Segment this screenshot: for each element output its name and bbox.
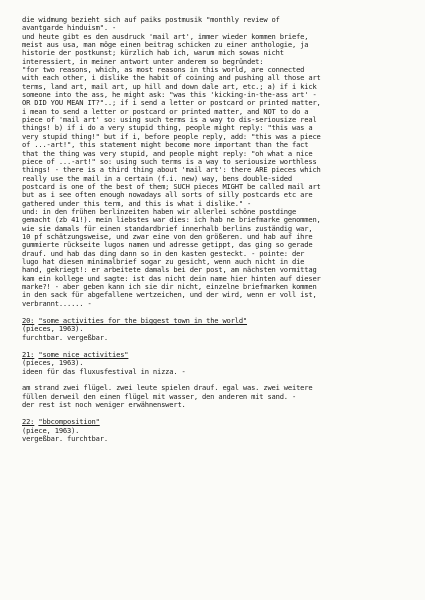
body-line: with each other, i dislike the habit of coining and pushing all those art (22, 73, 321, 83)
section-heading (22, 418, 407, 426)
body-line: piece of ...-art!" so: using such terms is a way to seriousize worthless (22, 156, 317, 166)
body-line: terms, land art, mail art, up hill and down dale art, etc.; a) if i kick (22, 81, 317, 91)
body-line: und heute gibt es den ausdruck 'mail art', immer wieder kommen briefe, (22, 31, 309, 41)
body-line: die widmung bezieht sich auf paiks postmusik "monthly review of (22, 15, 280, 24)
section-title: "some activities for the biggest town in the world" (38, 316, 248, 326)
section-title: "bbcomposition" (38, 417, 100, 427)
section-title: "some nice activities" (38, 350, 129, 360)
section-number: 22: (22, 417, 35, 427)
body-line: of ...-art!", this statement might become more important than the fact (22, 140, 309, 150)
body-line: kam ein kollege und sagte: ist das nicht dein name hier hinten auf dieser (22, 273, 321, 283)
body-line: und: in den frühen berlinzeiten haben wir allerlei schöne postdinge (22, 206, 297, 216)
body-line: someone into the ass, he might ask: "was this 'kicking-in-the-ass art' - (22, 90, 317, 100)
body-line: interessiert, in meiner antwort unter anderem so begründet: (22, 56, 264, 66)
body-line: but as i see often enough nowadays all sorts of silly postcards etc are (22, 190, 313, 200)
body-line: lugo hat diesen minimalbrief sogar zu gesicht, wenn auch nicht in die (22, 256, 305, 266)
body-line: 10 pf schätzungsweise, und zwar eine von den größeren. und hab auf ihre (22, 231, 313, 241)
body-line: gemacht (zb 41!). mein liebstes war dies: ich hab ne briefmarke genommen, (22, 215, 321, 225)
body-line: hand, gekriegt!: er arbeitete damals bei der post, am nächsten vormittag (22, 265, 317, 275)
body-line: historie der postkunst; kürzlich hab ich, warum mich sowas nicht (22, 48, 284, 58)
body-line: meist aus usa, man möge einen beitrag schicken zu einer anthologie, ja (22, 40, 309, 50)
section-entry (22, 317, 407, 342)
body-line: postcard is one of the best of them; SUCH pieces MIGHT be called mail art (22, 181, 321, 191)
body-line: things! - there is a third thing about 'mail art': there ARE pieces which (22, 165, 321, 175)
section-number: 20: (22, 316, 35, 326)
section-entry (22, 351, 407, 409)
body-line: in den sack für abgefallene wertzeichen, und der wird, wenn er voll ist, (22, 290, 317, 300)
section-line: furchtbar. vergeßbar. (22, 332, 108, 342)
body-line: verbrannt...... - (22, 298, 92, 308)
section-entry (22, 418, 407, 443)
body-line: things! b) if i do a very stupid thing, people might reply: "this was a (22, 123, 313, 133)
section-line: vergeßbar. furchtbar. (22, 434, 108, 444)
body-line: i mean to send a letter or postcard or printed matter, and NOT to do a (22, 106, 309, 116)
body-line: "for two reasons, which, as most reasons in this world, are connected (22, 65, 305, 75)
body-line: marke?! - aber geben kann ich sie dir nicht, einzelne briefmarken kommen (22, 282, 317, 291)
section-line: ideen für das fluxusfestival in nizza. - (22, 366, 186, 376)
sections (22, 317, 407, 443)
section-line: der rest ist noch weniger erwähnenswert. (22, 400, 186, 410)
body-text (22, 16, 407, 308)
body-line: OR DID YOU MEAN IT?"..; if i send a letter or postcard or printed matter, (22, 98, 321, 108)
body-line: very stupid thing!" but if i, before people reply, add: "this was a piece (22, 131, 321, 141)
section-line: (pieces, 1963). (22, 358, 84, 368)
section-line: füllen derweil den einen flügel mit wasser, den anderen mit sand. - (22, 391, 297, 401)
body-line: piece of 'mail art' so: using such terms is a way to dis-seriousize real (22, 115, 317, 125)
body-line: really use the mail in a certain (f.i. new) way, bens double-sided (22, 173, 292, 183)
body-line: that the thing was very stupid, and people might reply: "oh what a nice (22, 148, 313, 158)
section-number: 21: (22, 350, 35, 360)
body-line: gummierte rückseite lugos namen und adresse getippt, das ging so gerade (22, 240, 313, 250)
body-line: avantgarde hinduism". - (22, 23, 117, 33)
section-line: (pieces, 1963). (22, 324, 84, 334)
section-line: (piece, 1963). (22, 425, 80, 435)
body-line: gathered under this term, and this is what i dislike." - (22, 198, 252, 208)
body-line: wie sie damals für einen standardbrief innerhalb berlins zuständig war, (22, 223, 313, 233)
body-line: drauf. und hab das ding dann so in den kasten gesteckt. - pointe: der (22, 248, 305, 258)
section-line: am strand zwei flügel. zwei leute spielen drauf. egal was. zwei weitere (22, 383, 313, 393)
